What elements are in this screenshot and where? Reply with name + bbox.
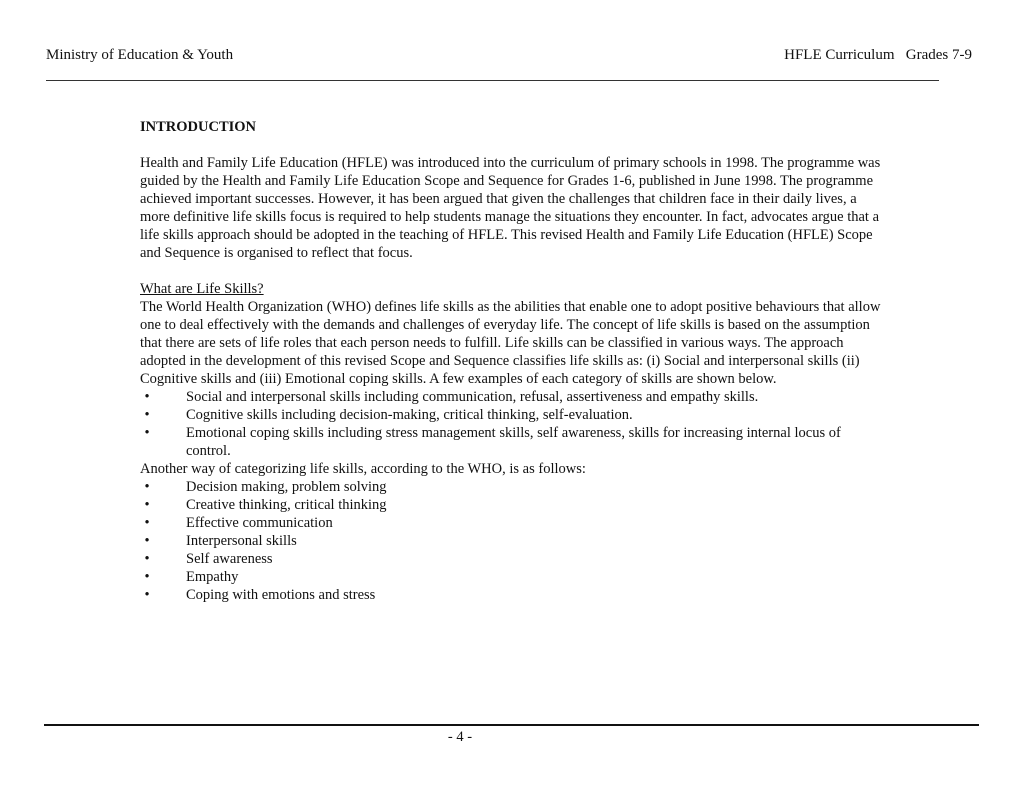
list-item	[140, 406, 885, 424]
list-item-text: Self awareness	[186, 551, 273, 567]
skill-categories-list	[140, 388, 885, 460]
bullet-icon: •	[144, 497, 150, 513]
life-skills-paragraph: The World Health Organization (WHO) defines life skills as the abilities that enable one to adopt positive behaviours that allow one to deal effectively with the demands and challenges of everyday life. The concept of life skills is based on the assumption that there are sets of life roles that each person needs to fulfill. Life skills can be classified in various ways. The approach adopted in the development of this revised Scope and Sequence classifies life skills as: (i) Social and interpersonal skills (ii) Cognitive skills and (iii) Emotional coping skills. A few examples of each category of skills are shown below.	[140, 299, 881, 387]
list-item	[140, 586, 885, 604]
header-divider	[46, 80, 939, 81]
list-item-text: Effective communication	[186, 515, 333, 531]
bullet-icon: •	[144, 389, 150, 405]
footer-divider	[44, 724, 979, 726]
page-content	[140, 118, 885, 604]
list-item	[140, 388, 885, 406]
list-item-text: Cognitive skills including decision-making, critical thinking, self-evaluation.	[186, 407, 633, 423]
bullet-icon: •	[144, 569, 150, 585]
bullet-icon: •	[144, 407, 150, 423]
section-title: INTRODUCTION	[140, 119, 257, 135]
list-item-text: Social and interpersonal skills including communication, refusal, assertiveness and empathy skills.	[186, 389, 759, 405]
header-curriculum: HFLE Curriculum Grades 7-9	[784, 47, 972, 63]
list-item	[140, 568, 885, 586]
list-item	[140, 514, 885, 532]
list-item	[140, 478, 885, 496]
who-skills-list	[140, 478, 885, 604]
header-ministry: Ministry of Education & Youth	[46, 47, 234, 63]
list-item-text: Empathy	[186, 569, 239, 585]
list-item-text: Decision making, problem solving	[186, 479, 387, 495]
bullet-icon: •	[144, 479, 150, 495]
bullet-icon: •	[144, 515, 150, 531]
bullet-icon: •	[144, 587, 150, 603]
list-item-text: Coping with emotions and stress	[186, 587, 376, 603]
intro-paragraph: Health and Family Life Education (HFLE) was introduced into the curriculum of primary schools in 1998. The programme was guided by the Health and Family Life Education Scope and Sequence for Grades 1-6, published in June 1998. The programme achieved important successes. However, it has been argued that given the challenges that children face in their daily lives, a more definitive life skills focus is required to help students manage the situations they encounter. In fact, advocates argue that a life skills approach should be adopted in the teaching of HFLE. This revised Health and Family Life Education (HFLE) Scope and Sequence is organised to reflect that focus.	[140, 155, 881, 261]
list-item	[140, 496, 885, 514]
list-item	[140, 532, 885, 550]
list-item-text: Interpersonal skills	[186, 533, 297, 549]
bullet-icon: •	[144, 551, 150, 567]
subheading-life-skills: What are Life Skills?	[140, 281, 264, 297]
list-item	[140, 424, 885, 460]
who-intro-paragraph: Another way of categorizing life skills, according to the WHO, is as follows:	[140, 461, 586, 477]
page-number	[0, 728, 1024, 746]
list-item-text: Emotional coping skills including stress management skills, self awareness, skills for increasing internal locus of control.	[186, 425, 841, 459]
list-item-text: Creative thinking, critical thinking	[186, 497, 387, 513]
bullet-icon: •	[144, 425, 150, 441]
list-item	[140, 550, 885, 568]
page-number-text: - 4 -	[447, 729, 473, 745]
bullet-icon: •	[144, 533, 150, 549]
